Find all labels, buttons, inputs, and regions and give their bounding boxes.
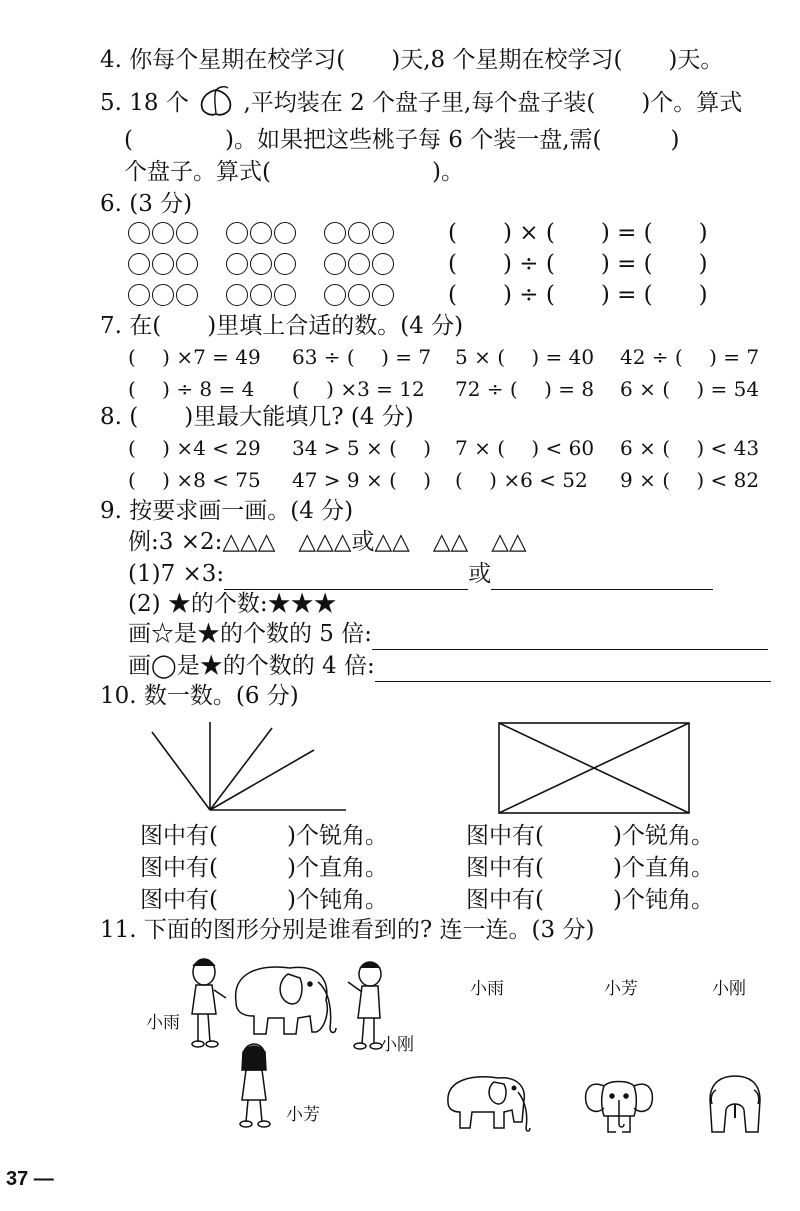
left-acute: 图中有( )个锐角。	[140, 823, 388, 849]
example-line: 例:3 ×2:△△△ △△△或△△ △△ △△	[128, 529, 527, 555]
elephant-side-view-icon	[442, 1072, 534, 1134]
part-2-a	[128, 618, 768, 650]
question-10-title: 10. 数一数。(6 分)	[100, 683, 299, 709]
q7-item: 72 ÷ ( ) = 8	[455, 377, 595, 401]
q7-item: 63 ÷ ( ) = 7	[292, 345, 432, 369]
part-1-label: (1)7 ×3:	[128, 561, 225, 587]
elephant-front-view-icon	[582, 1076, 656, 1136]
part-2-label: (2) ★的个数:★★★	[128, 591, 337, 617]
q7-item: 6 × ( ) = 54	[620, 377, 760, 401]
question-5-line1	[100, 86, 742, 119]
part-2-b	[128, 650, 771, 682]
answer-line[interactable]	[224, 565, 468, 590]
question-5-text: ,平均装在 2 个盘子里,每个盘子装( )个。算式	[243, 90, 743, 116]
question-6-title: 6. (3 分)	[100, 191, 193, 217]
q7-item: ( ) ÷ 8 = 4	[128, 377, 255, 401]
q7-item: 5 × ( ) = 40	[455, 345, 595, 369]
question-5-label: 5. 18 个	[100, 90, 189, 116]
name-label-xiaogang: 小刚	[380, 1035, 414, 1055]
angle-fan-figure	[148, 720, 348, 814]
q8-item: ( ) ×8 < 75	[128, 468, 261, 492]
part-1-line	[128, 558, 713, 590]
target-label-xiaofang: 小芳	[604, 979, 638, 999]
q8-item: 47 > 9 × ( )	[292, 468, 432, 492]
left-obtuse: 图中有( )个钝角。	[140, 887, 388, 913]
q7-item: 42 ÷ ( ) = 7	[620, 345, 760, 369]
q8-item: 34 > 5 × ( )	[292, 436, 432, 460]
peach-icon	[196, 86, 236, 118]
part-2-a-label: 画☆是★的个数的 5 倍:	[128, 621, 373, 647]
left-right: 图中有( )个直角。	[140, 855, 388, 881]
elephant-back-view-icon	[704, 1074, 766, 1138]
right-acute: 图中有( )个锐角。	[466, 823, 714, 849]
question-8-title: 8. ( )里最大能填几? (4 分)	[100, 404, 414, 430]
question-5-line2: ( )。如果把这些桃子每 6 个装一盘,需( )	[124, 127, 680, 153]
part-2-b-label: 画◯是★的个数的 4 倍:	[128, 653, 375, 679]
question-9-title: 9. 按要求画一画。(4 分)	[100, 498, 354, 524]
answer-line[interactable]	[372, 625, 768, 650]
target-label-xiaoyu: 小雨	[470, 979, 504, 999]
q8-item: 6 × ( ) < 43	[620, 436, 760, 460]
rectangle-diagonals-figure	[498, 722, 692, 816]
q8-item: ( ) ×4 < 29	[128, 436, 261, 460]
name-label-xiaofang: 小芳	[286, 1105, 320, 1125]
q8-item: 9 × ( ) < 82	[620, 468, 760, 492]
answer-line[interactable]	[375, 657, 771, 682]
equation-1: ( ) × ( ) = ( )	[448, 220, 708, 246]
question-7-title: 7. 在( )里填上合适的数。(4 分)	[100, 313, 464, 339]
q8-item: ( ) ×6 < 52	[455, 468, 588, 492]
target-label-xiaogang: 小刚	[712, 979, 746, 999]
q8-item: 7 × ( ) < 60	[455, 436, 595, 460]
right-obtuse: 图中有( )个钝角。	[466, 887, 714, 913]
question-4: 4. 你每个星期在校学习( )天,8 个星期在校学习( )天。	[100, 47, 724, 73]
q7-item: ( ) ×7 = 49	[128, 345, 261, 369]
answer-line[interactable]	[491, 565, 713, 590]
question-11-title: 11. 下面的图形分别是谁看到的? 连一连。(3 分)	[100, 917, 595, 943]
or-label: 或	[468, 561, 492, 587]
name-label-xiaoyu: 小雨	[146, 1013, 180, 1033]
question-5-line3: 个盘子。算式( )。	[124, 159, 464, 185]
page-number: 37 —	[6, 1168, 54, 1190]
equation-3: ( ) ÷ ( ) = ( )	[448, 282, 708, 308]
q7-item: ( ) ×3 = 12	[292, 377, 425, 401]
right-right: 图中有( )个直角。	[466, 855, 714, 881]
equation-2: ( ) ÷ ( ) = ( )	[448, 251, 708, 277]
